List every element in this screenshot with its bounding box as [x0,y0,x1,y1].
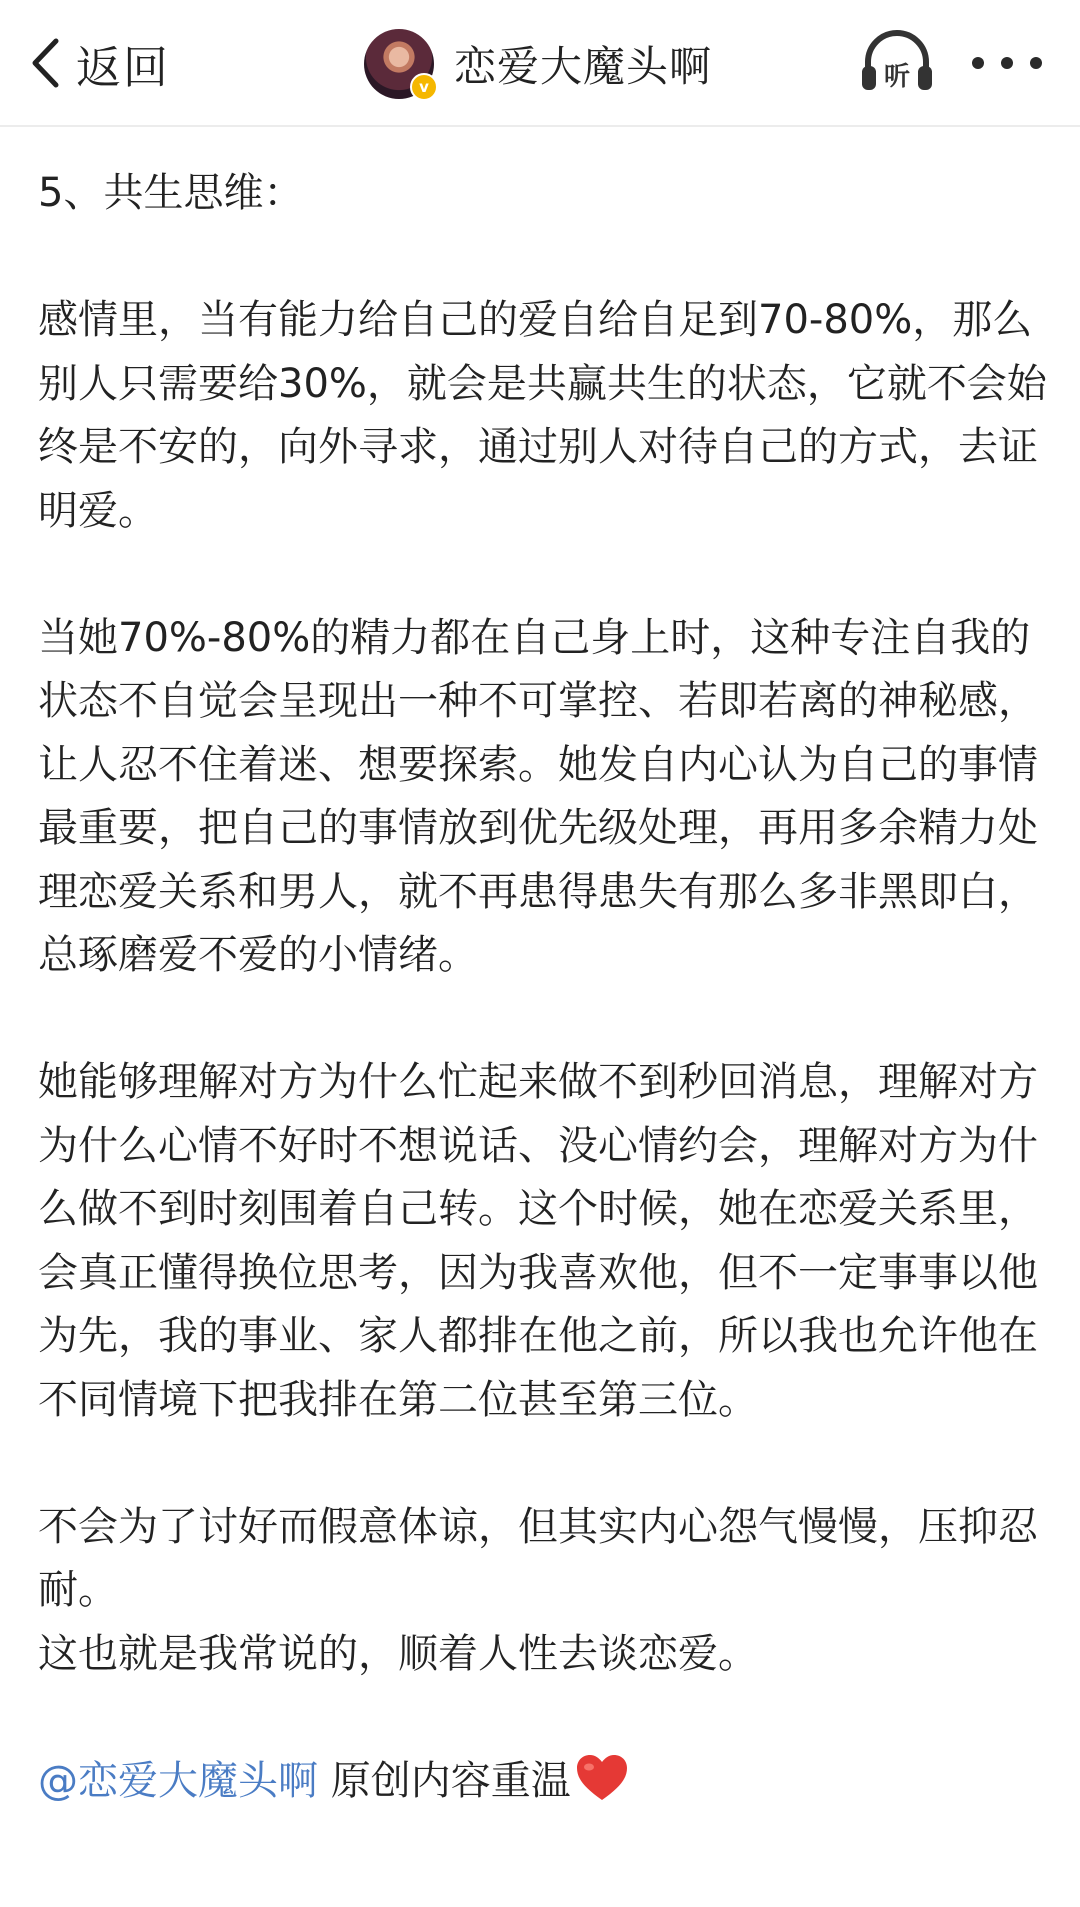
article-footer [38,1750,1048,1814]
author-mention-link[interactable]: @恋爱大魔头啊 [38,1757,318,1804]
avatar[interactable] [364,29,434,99]
article-body [38,162,1048,1813]
more-button[interactable] [972,46,1042,80]
author-profile[interactable] [364,28,712,100]
article-paragraph: 她能够理解对方为什么忙起来做不到秒回消息，理解对方为什么心情不好时不想说话、没心情约会，理解对方为什么做不到时刻围着自己转。这个时候，她在恋爱关系里，会真正懂得换位思考，因为我喜欢他，但不一定事事以他为先，我的事业、家人都排在他之前，所以我也允许他在不同情境下把我排在第二位甚至第三位。 [38,1059,1038,1423]
verified-badge-icon: v [410,73,438,101]
article-paragraph: 当她70%-80%的精力都在自己身上时，这种专注自我的状态不自觉会呈现出一种不可掌控、若即若离的神秘感，让人忍不住着迷、想要探索。她发自内心认为自己的事情最重要，把自己的事情放到优先级处理，再用多余精力处理恋爱关系和男人，就不再患得患失有那么多非黑即白，总琢磨爱不爱的小情绪。 [38,614,1038,978]
article-heading: 5、共生思维： [38,170,304,216]
article-paragraph: 不会为了讨好而假意体谅，但其实内心怨气慢慢，压抑忍耐。 [38,1503,1038,1613]
heart-icon [575,1754,629,1802]
more-icon [972,57,984,69]
listen-label: 听 [883,62,910,92]
back-button[interactable] [26,28,170,98]
article-paragraph: 感情里，当有能力给自己的爱自给自足到70-80%，那么别人只需要给30%，就会是共赢共生的状态，它就不会始终是不安的，向外寻求，通过别人对待自己的方式，去证明爱。 [38,297,1047,534]
chevron-left-icon [26,33,66,93]
footer-text: 原创内容重温 [318,1757,571,1804]
top-navigation-bar [0,0,1080,127]
author-name[interactable]: 恋爱大魔头啊 [454,42,713,91]
back-label: 返回 [76,40,171,94]
listen-button[interactable] [858,26,936,104]
more-icon [1030,57,1042,69]
more-icon [1001,57,1013,69]
article-paragraph: 这也就是我常说的，顺着人性去谈恋爱。 [38,1630,758,1677]
